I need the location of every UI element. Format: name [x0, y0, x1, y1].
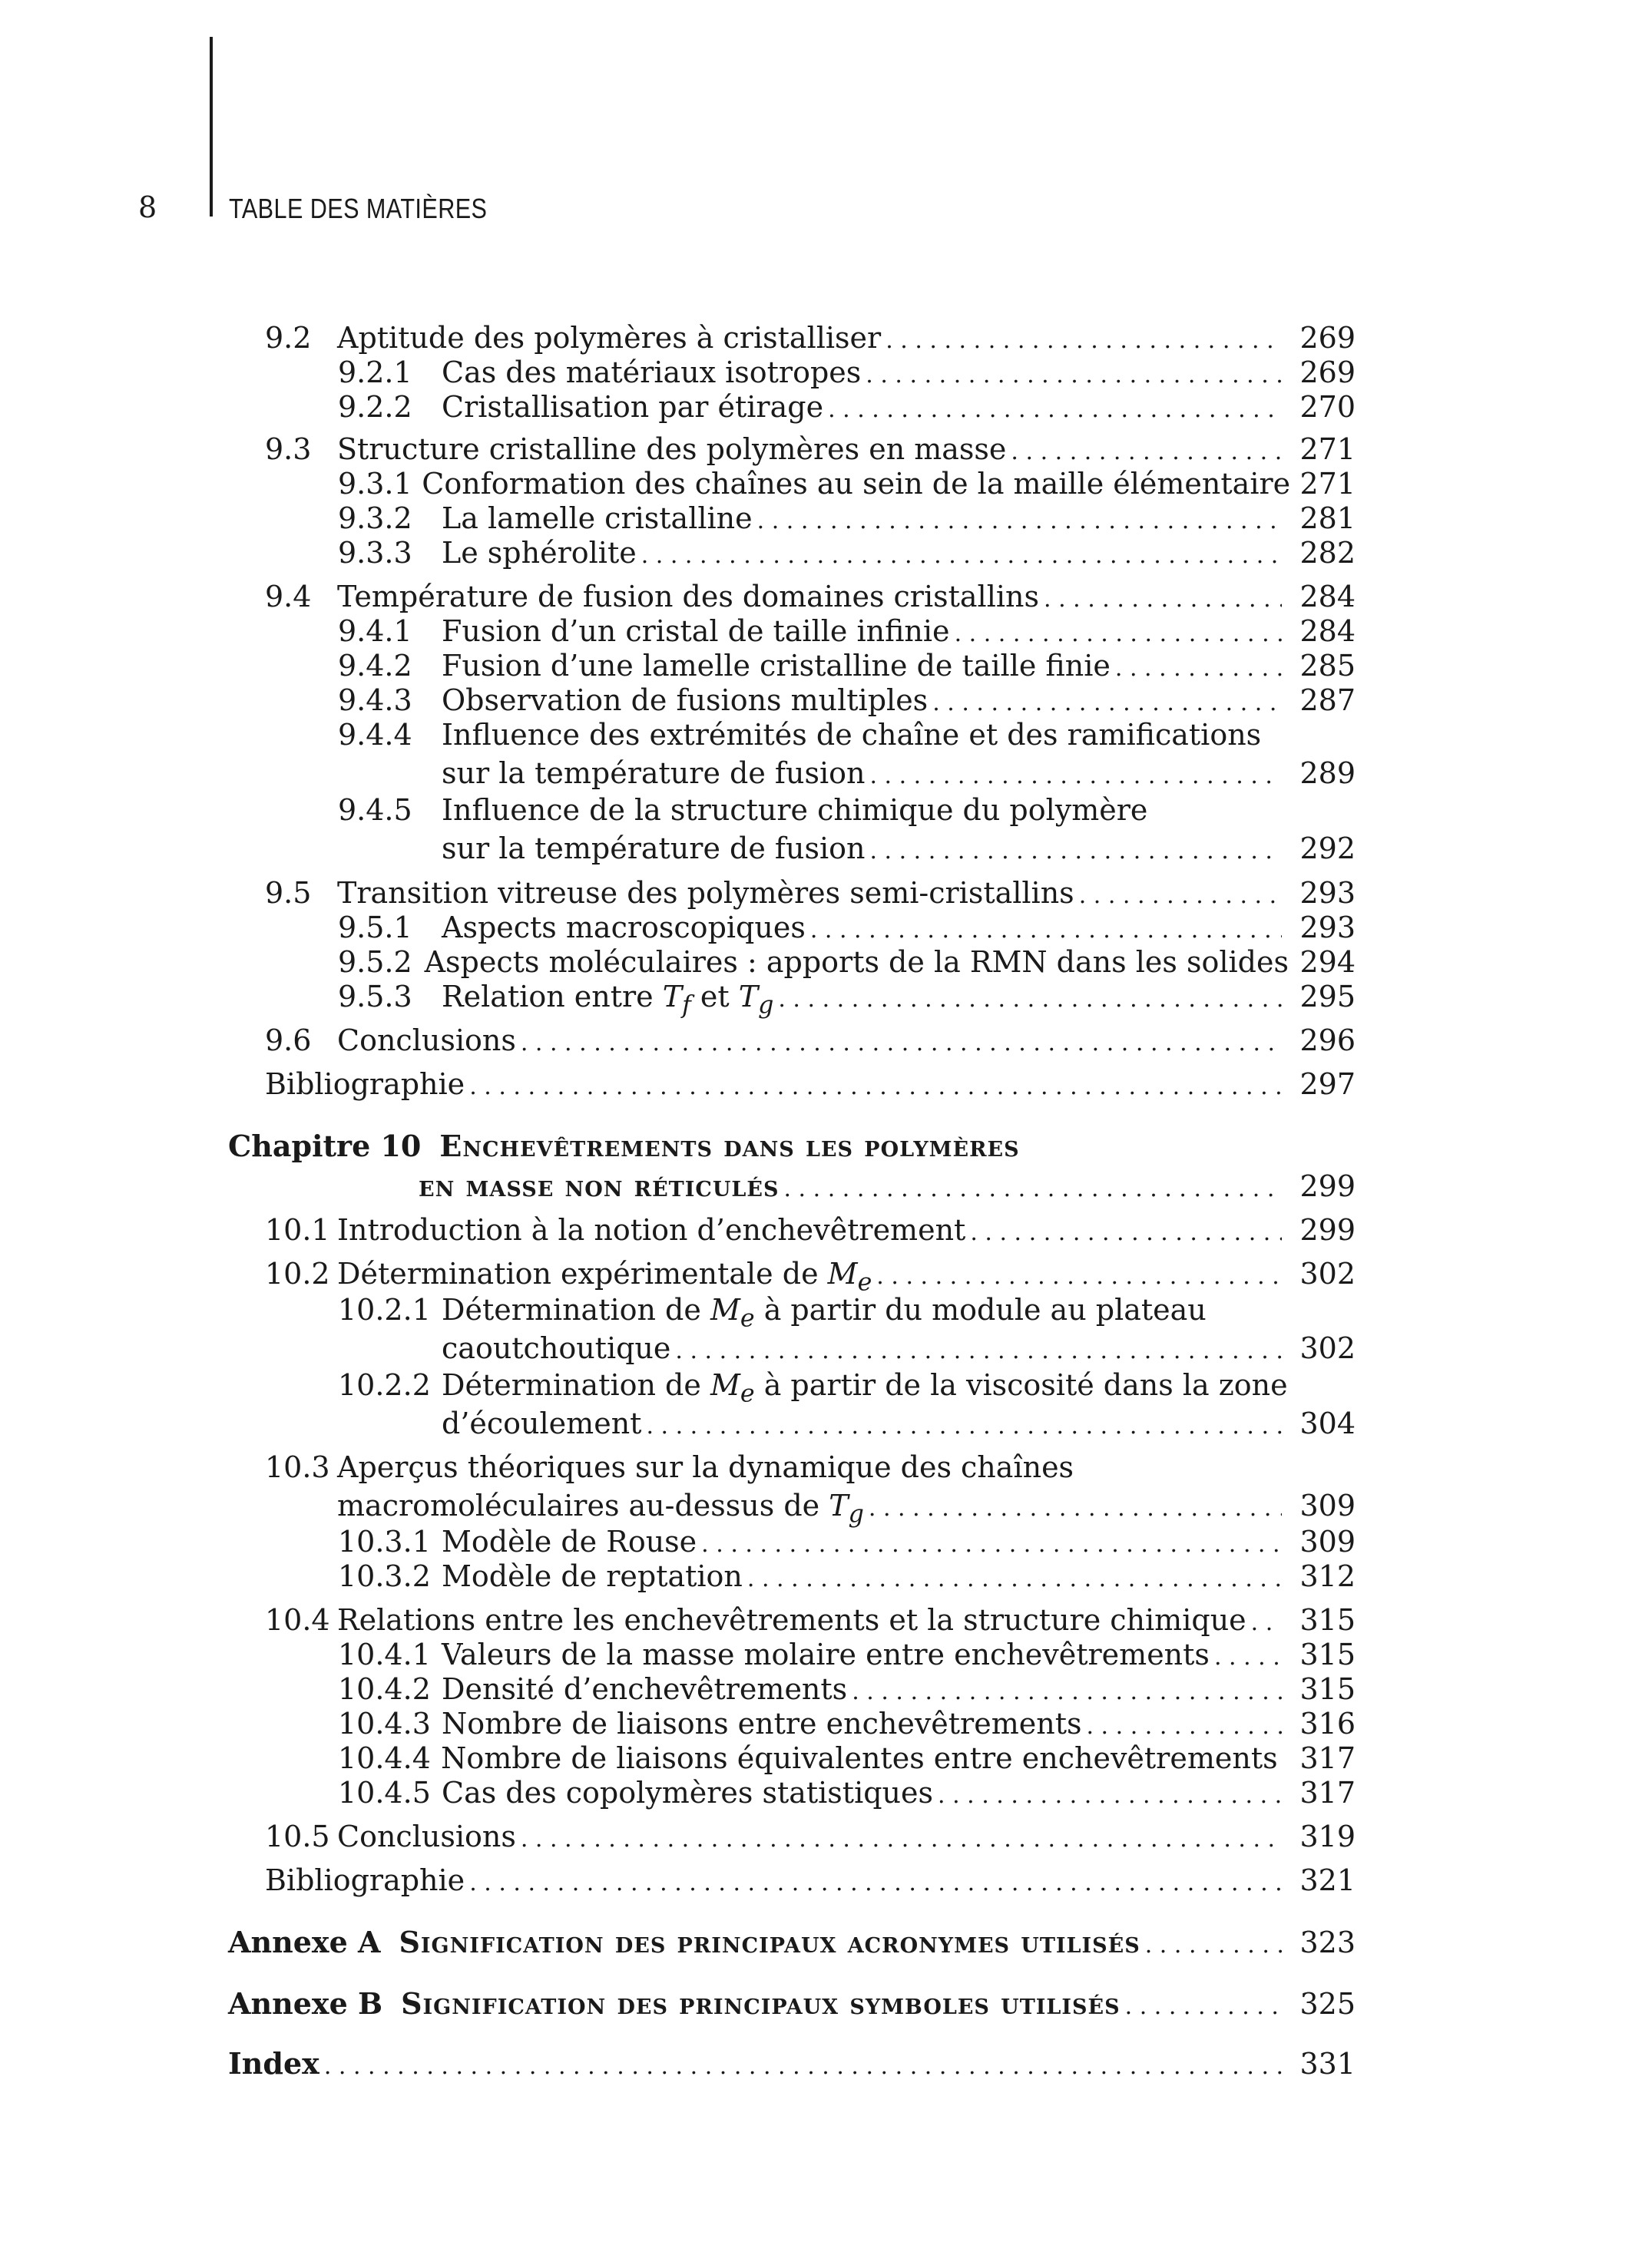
- page-ref: 293: [1299, 876, 1356, 910]
- toc-entry-9-5-1[interactable]: 9.5.1 Aspects macroscopiques . . . 293: [338, 908, 1356, 947]
- toc-entry-10-1[interactable]: 10.1 Introduction à la notion d’enchevêtrement . . . 299: [265, 1211, 1356, 1249]
- toc-entry-10-2-2-line1[interactable]: 10.2.2 Détermination de $M_e$ à partir de la viscosité dans la zone: [338, 1368, 1288, 1408]
- page-ref: 299: [1299, 1169, 1356, 1203]
- toc-entry-10-2[interactable]: 10.2 Détermination expérimentale de $M_e$ . . . 302: [265, 1255, 1356, 1293]
- page-ref: 331: [1299, 2047, 1356, 2081]
- page-ref: 287: [1299, 683, 1356, 717]
- toc-entry-10-2-1-line1[interactable]: 10.2.1 Détermination de $M_e$ à partir du module au plateau: [338, 1293, 1207, 1333]
- toc-entry-10-2-1-line2[interactable]: caoutchoutique . . . 302: [442, 1329, 1356, 1367]
- page-ref: 281: [1299, 501, 1356, 535]
- leader-dots: [1125, 1988, 1282, 2026]
- page-ref: 293: [1299, 911, 1356, 944]
- toc-annex-b[interactable]: Annexe B Signification des principaux symboles utilisés . . . 325: [228, 1985, 1356, 2023]
- toc-entry-9-5[interactable]: 9.5 Transition vitreuse des polymères semi-cristallins . . . 293: [265, 874, 1356, 912]
- toc-entry-10-3-line1[interactable]: 10.3 Aperçus théoriques sur la dynamique des chaînes: [265, 1450, 1074, 1484]
- page-ref: 302: [1299, 1331, 1356, 1365]
- page-ref: 309: [1299, 1525, 1356, 1559]
- page-ref: 294: [1299, 945, 1356, 979]
- toc-entry-9-3-2[interactable]: 9.3.2 La lamelle cristalline . . . 281: [338, 499, 1356, 537]
- toc-entry-10-4-4[interactable]: 10.4.4 Nombre de liaisons équivalentes entre enchevêtrements 317: [338, 1739, 1356, 1777]
- toc-entry-10-3-1[interactable]: 10.3.1 Modèle de Rouse . . . 309: [338, 1522, 1356, 1561]
- leader-dots: [778, 980, 1282, 1019]
- toc-entry-9-4[interactable]: 9.4 Température de fusion des domaines cristallins . . . 284: [265, 577, 1356, 616]
- leader-dots: [970, 1214, 1282, 1252]
- page-ref: 302: [1299, 1257, 1356, 1291]
- toc-chapter-10-line2[interactable]: en masse non réticulés . . . 299: [419, 1167, 1356, 1205]
- toc-entry-9-2-1[interactable]: 9.2.1 Cas des matériaux isotropes . . . 269: [338, 353, 1356, 392]
- page-ref: 292: [1299, 831, 1356, 865]
- page-ref: 297: [1299, 1067, 1356, 1101]
- leader-dots: [646, 1407, 1282, 1446]
- page-ref: 321: [1299, 1863, 1356, 1897]
- page-ref: 319: [1299, 1820, 1356, 1853]
- page-ref: 282: [1299, 536, 1356, 570]
- toc-entry-10-4-5[interactable]: 10.4.5 Cas des copolymères statistiques . . . 317: [338, 1774, 1356, 1812]
- toc-entry-9-4-3[interactable]: 9.4.3 Observation de fusions multiples . . . 287: [338, 681, 1356, 719]
- page-number: 8: [138, 190, 157, 224]
- toc-entry-10-3-2[interactable]: 10.3.2 Modèle de reptation . . . 312: [338, 1557, 1356, 1595]
- toc-entry-9-4-5-line1[interactable]: 9.4.5 Influence de la structure chimique du polymère: [338, 793, 1148, 827]
- toc-entry-10-4[interactable]: 10.4 Relations entre les enchevêtrements et la structure chimique . . . 315: [265, 1601, 1356, 1639]
- toc-entry-9-4-1[interactable]: 9.4.1 Fusion d’un cristal de taille infinie . . . 284: [338, 612, 1356, 650]
- leader-dots: [521, 1024, 1282, 1063]
- leader-dots: [938, 1777, 1282, 1815]
- page-ref: 284: [1299, 614, 1356, 648]
- toc-entry-10-4-3[interactable]: 10.4.3 Nombre de liaisons entre enchevêtrements . . . 316: [338, 1704, 1356, 1743]
- toc-entry-10-5[interactable]: 10.5 Conclusions . . . 319: [265, 1817, 1356, 1856]
- page-ref: 323: [1299, 1926, 1356, 1959]
- page-ref: 285: [1299, 649, 1356, 683]
- toc-entry-9-4-4-line1[interactable]: 9.4.4 Influence des extrémités de chaîne et des ramifications: [338, 718, 1262, 752]
- toc-chapter-10-line1[interactable]: Chapitre 10 Enchevêtrements dans les polymères: [228, 1129, 1020, 1163]
- leader-dots: [469, 1068, 1282, 1106]
- toc-entry-9-6[interactable]: 9.6 Conclusions . . . 296: [265, 1021, 1356, 1060]
- toc-entry-9-5-2[interactable]: 9.5.2 Aspects moléculaires : apports de la RMN dans les solides 294: [338, 943, 1356, 981]
- page-ref: 269: [1299, 355, 1356, 389]
- running-title: TABLE DES MATIÈRES: [229, 193, 488, 224]
- page-ref: 296: [1299, 1023, 1356, 1057]
- page-ref: 325: [1299, 1987, 1356, 2021]
- page-ref: 270: [1299, 390, 1356, 424]
- toc-entry-9-2-2[interactable]: 9.2.2 Cristallisation par étirage . . . 270: [338, 388, 1356, 426]
- leader-dots: [675, 1332, 1282, 1370]
- page-ref: 269: [1299, 321, 1356, 355]
- toc-entry-9-4-5-line2[interactable]: sur la température de fusion . . . 292: [442, 829, 1356, 868]
- toc-entry-9-3[interactable]: 9.3 Structure cristalline des polymères en masse . . . 271: [265, 430, 1356, 468]
- page-ref: 289: [1299, 756, 1356, 790]
- toc-entry-9-4-4-line2[interactable]: sur la température de fusion . . . 289: [442, 754, 1356, 792]
- toc-annex-a[interactable]: Annexe A Signification des principaux acronymes utilisés . . . 323: [228, 1923, 1356, 1962]
- page-ref: 304: [1299, 1407, 1356, 1440]
- toc-entry-10-2-2-line2[interactable]: d’écoulement . . . 304: [442, 1404, 1356, 1443]
- leader-dots: [641, 537, 1282, 575]
- page-ref: 295: [1299, 980, 1356, 1013]
- toc-entry-10-4-2[interactable]: 10.4.2 Densité d’enchevêtrements . . . 315: [338, 1670, 1356, 1708]
- leader-dots: [521, 1820, 1282, 1859]
- toc-entry-bibliography-9[interactable]: Bibliographie . . . 297: [265, 1065, 1356, 1103]
- toc-index[interactable]: Index . . . 331: [228, 2045, 1356, 2083]
- page-ref: 317: [1299, 1741, 1356, 1775]
- page-ref: 315: [1299, 1603, 1356, 1637]
- leader-dots: [1145, 1926, 1282, 1965]
- page-ref: 315: [1299, 1638, 1356, 1671]
- page-ref: 271: [1299, 432, 1356, 466]
- leader-dots: [747, 1560, 1282, 1599]
- leader-dots: [828, 391, 1282, 429]
- page-ref: 312: [1299, 1559, 1356, 1593]
- toc-entry-9-5-3[interactable]: 9.5.3 Relation entre $T_f$ et $T_g$ . . . 295: [338, 977, 1356, 1016]
- toc-entry-9-3-1[interactable]: 9.3.1 Conformation des chaînes au sein de la maille élémentaire 271: [338, 465, 1356, 503]
- toc-entry-9-3-3[interactable]: 9.3.3 Le sphérolite . . . 282: [338, 534, 1356, 572]
- toc-entry-bibliography-10[interactable]: Bibliographie . . . 321: [265, 1861, 1356, 1899]
- leader-dots: [783, 1170, 1282, 1208]
- page-ref: 284: [1299, 580, 1356, 613]
- page-ref: 271: [1299, 467, 1356, 501]
- toc-entry-10-4-1[interactable]: 10.4.1 Valeurs de la masse molaire entre enchevêtrements . . . 315: [338, 1635, 1356, 1674]
- leader-dots: [869, 832, 1282, 871]
- page-ref: 299: [1299, 1213, 1356, 1247]
- leader-dots: [869, 757, 1282, 795]
- page-ref: 317: [1299, 1776, 1356, 1810]
- page-ref: 309: [1299, 1489, 1356, 1522]
- toc-entry-9-4-2[interactable]: 9.4.2 Fusion d’une lamelle cristalline de taille finie . . . 285: [338, 646, 1356, 685]
- page-ref: 315: [1299, 1672, 1356, 1706]
- leader-dots: [324, 2048, 1282, 2086]
- leader-dots: [469, 1864, 1282, 1903]
- page-ref: 316: [1299, 1707, 1356, 1741]
- toc-entry-10-3-line2[interactable]: macromoléculaires au-dessus de $T_g$ . . . 309: [337, 1486, 1356, 1525]
- toc-entry-9-2[interactable]: 9.2 Aptitude des polymères à cristalliser . . . 269: [265, 319, 1356, 357]
